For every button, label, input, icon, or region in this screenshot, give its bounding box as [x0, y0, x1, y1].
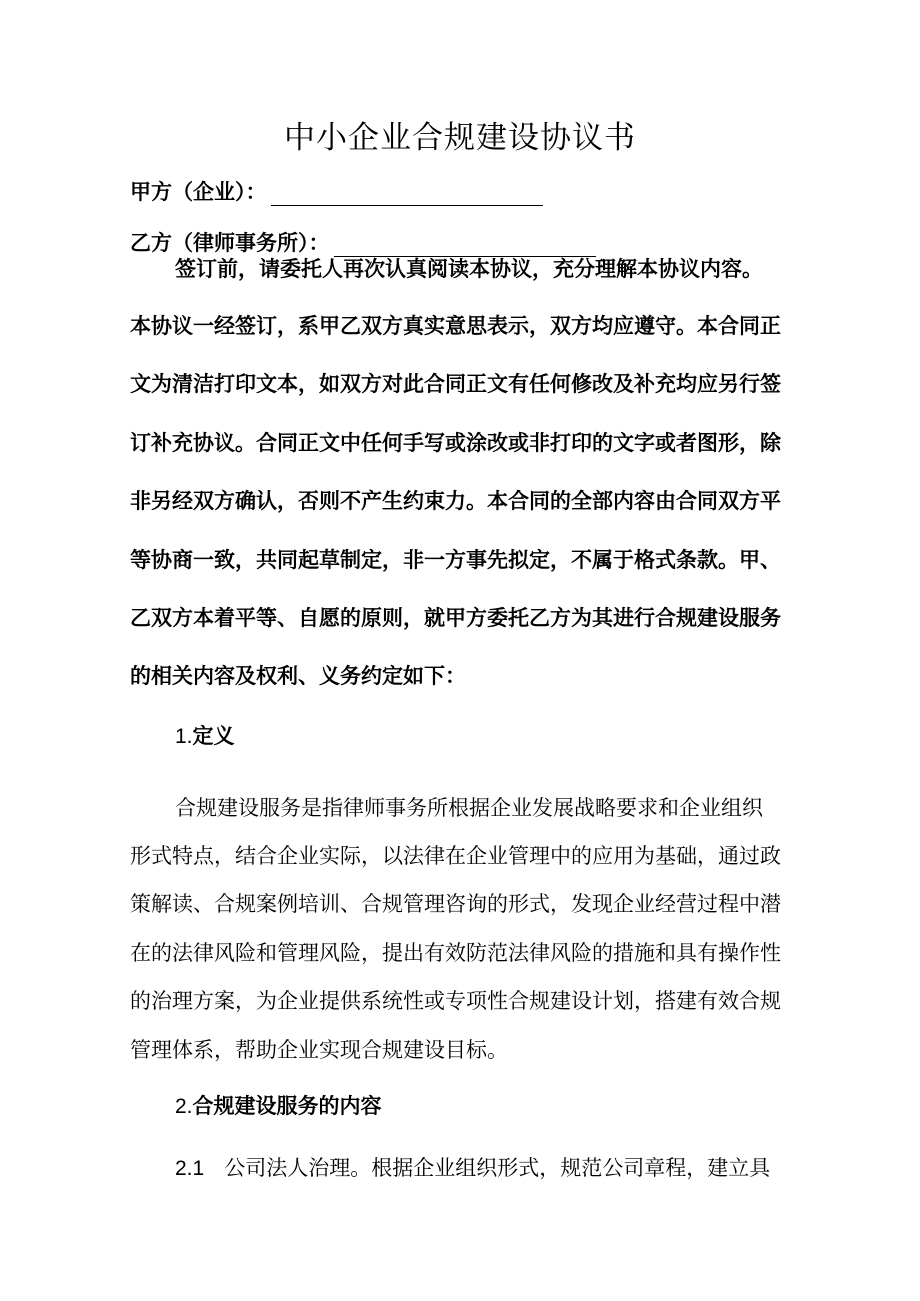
- section-2-1-number: 2.1: [175, 1157, 205, 1180]
- section-1-line: 合规建设服务是指律师事务所根据企业发展战略要求和企业组织: [175, 796, 763, 820]
- party-b-label: 乙方（律师事务所）：: [130, 230, 330, 255]
- section-2-number: 2.: [175, 1095, 193, 1118]
- party-a-blank-line: [271, 187, 543, 206]
- section-1-line: 策解读、合规案例培训、合规管理咨询的形式，发现企业经营过程中潜: [130, 892, 781, 916]
- preamble-line: 的相关内容及权利、义务约定如下：: [130, 663, 466, 688]
- party-b-blank-line: [334, 238, 596, 257]
- section-1-line: 管理体系，帮助企业实现合规建设目标。: [130, 1038, 508, 1062]
- section-1-heading: [175, 725, 235, 747]
- preamble-line: 签订前，请委托人再次认真阅读本协议，充分理解本协议内容。: [175, 256, 763, 281]
- preamble-line: 非另经双方确认，否则不产生约束力。本合同的全部内容由合同双方平: [130, 488, 781, 513]
- section-2-heading: [175, 1095, 382, 1117]
- section-1-line: 形式特点，结合企业实际，以法律在企业管理中的应用为基础，通过政: [130, 844, 781, 868]
- party-a-label: 甲方（企业）：: [130, 179, 267, 204]
- preamble-line: 乙双方本着平等、自愿的原则，就甲方委托乙方为其进行合规建设服务: [130, 605, 781, 630]
- section-1-title: 定义: [192, 723, 235, 748]
- section-2-title: 合规建设服务的内容: [192, 1093, 382, 1118]
- preamble-line: 文为清洁打印文本，如双方对此合同正文有任何修改及补充均应另行签: [130, 371, 781, 396]
- preamble-line: 订补充协议。合同正文中任何手写或涂改或非打印的文字或者图形，除: [130, 430, 781, 455]
- party-a-row: [130, 176, 543, 206]
- section-2-1-line: [175, 1158, 770, 1179]
- section-2-1-text: 公司法人治理。根据企业组织形式，规范公司章程，建立具: [224, 1156, 771, 1180]
- preamble-line: 等协商一致，共同起草制定，非一方事先拟定，不属于格式条款。甲、: [130, 547, 781, 572]
- party-b-row: [130, 227, 596, 257]
- preamble-line: 本协议一经签订，系甲乙双方真实意思表示，双方均应遵守。本合同正: [130, 313, 781, 338]
- section-1-line: 的治理方案，为企业提供系统性或专项性合规建设计划，搭建有效合规: [130, 989, 781, 1013]
- section-1-line: 在的法律风险和管理风险，提出有效防范法律风险的措施和具有操作性: [130, 941, 781, 965]
- document-title: 中小企业合规建设协议书: [284, 120, 636, 156]
- section-1-number: 1.: [175, 725, 193, 748]
